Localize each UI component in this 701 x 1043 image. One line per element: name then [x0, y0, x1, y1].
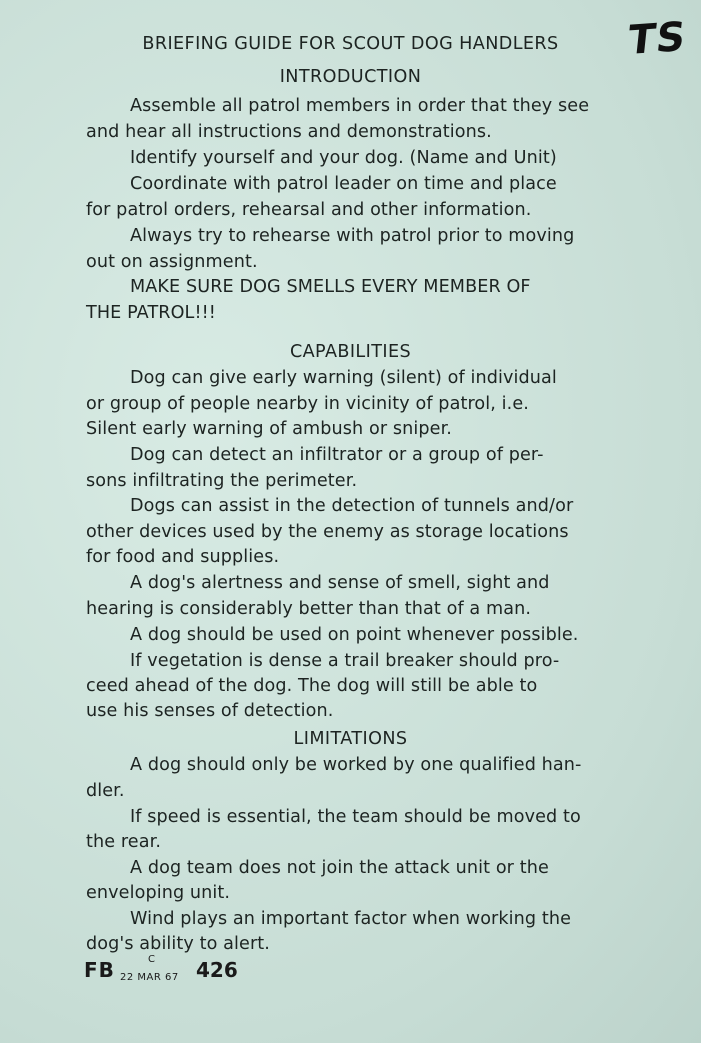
section-heading-capabilities: CAPABILITIES: [289, 342, 412, 362]
body-line: enveloping unit.: [86, 883, 231, 903]
copyright-mark: C: [148, 954, 155, 965]
body-line: Silent early warning of ambush or sniper.: [86, 419, 452, 439]
body-line: Wind plays an important factor when working the: [130, 909, 572, 929]
body-line: dler.: [86, 781, 125, 801]
body-line: for patrol orders, rehearsal and other information.: [86, 200, 532, 220]
section-heading-limitations: LIMITATIONS: [293, 729, 408, 749]
body-line: Dog can detect an infiltrator or a group of per-: [130, 445, 544, 465]
body-line: Coordinate with patrol leader on time and place: [130, 174, 557, 194]
form-number: 426: [196, 958, 238, 982]
body-line: the rear.: [86, 832, 162, 852]
body-line: Dog can give early warning (silent) of individual: [130, 368, 557, 388]
handwritten-initials: TS: [625, 13, 689, 65]
form-prefix: FB: [84, 958, 115, 982]
body-line: use his senses of detection.: [86, 701, 334, 721]
body-line: ceed ahead of the dog. The dog will still be able to: [86, 676, 538, 696]
body-line: A dog team does not join the attack unit or the: [130, 858, 549, 878]
body-line-emphasis: MAKE SURE DOG SMELLS EVERY MEMBER OF: [130, 277, 531, 297]
body-line: A dog should be used on point whenever possible.: [130, 625, 579, 645]
body-line: A dog should only be worked by one qualified han-: [130, 755, 582, 775]
body-line: Assemble all patrol members in order that they see: [130, 96, 590, 116]
document-title: BRIEFING GUIDE FOR SCOUT DOG HANDLERS: [142, 34, 559, 54]
body-line: Dogs can assist in the detection of tunnels and/or: [130, 496, 574, 516]
body-line: hearing is considerably better than that of a man.: [86, 599, 532, 619]
body-line: other devices used by the enemy as storage locations: [86, 522, 569, 542]
form-date: 22 MAR 67: [120, 972, 179, 983]
body-line: Always try to rehearse with patrol prior to moving: [130, 226, 575, 246]
body-line: If vegetation is dense a trail breaker should pro-: [130, 651, 560, 671]
body-line: for food and supplies.: [86, 547, 280, 567]
body-line: A dog's alertness and sense of smell, sight and: [130, 573, 550, 593]
form-code: [84, 954, 238, 983]
body-line: out on assignment.: [86, 252, 258, 272]
body-line-emphasis: THE PATROL!!!: [86, 303, 216, 323]
body-line: sons infiltrating the perimeter.: [86, 471, 358, 491]
body-line: Identify yourself and your dog. (Name and Unit): [130, 148, 557, 168]
body-line: If speed is essential, the team should be moved to: [130, 807, 581, 827]
body-line: dog's ability to alert.: [86, 934, 270, 954]
section-heading-introduction: INTRODUCTION: [279, 67, 422, 87]
body-line: and hear all instructions and demonstrations.: [86, 122, 492, 142]
body-line: or group of people nearby in vicinity of patrol, i.e.: [86, 394, 529, 414]
